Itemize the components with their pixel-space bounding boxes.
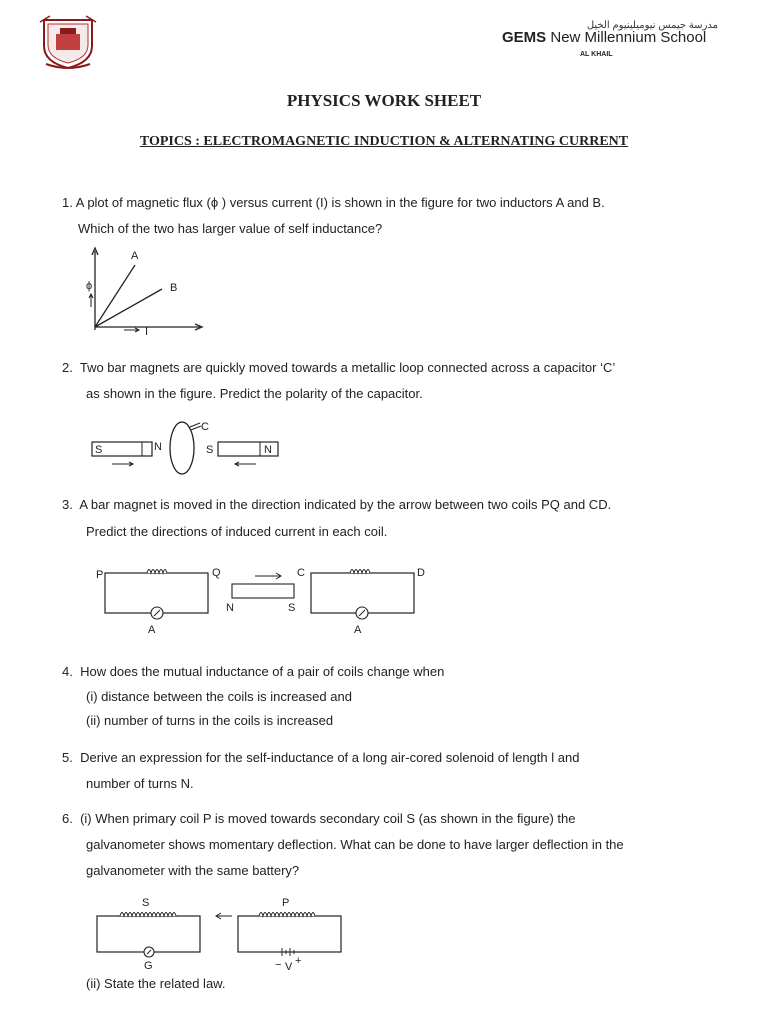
question-3-line-2: Predict the directions of induced current in each coil. xyxy=(86,524,388,539)
question-1-line-2: Which of the two has larger value of self inductance? xyxy=(78,221,383,236)
question-4-line-2: (i) distance between the coils is increased and xyxy=(86,689,352,704)
battery-plus: + xyxy=(295,955,302,967)
question-text-line: Two bar magnets are quickly moved towards a metallic loop connected across a capacitor ‘C’ xyxy=(79,360,616,375)
question-2-line-2: as shown in the figure. Predict the polarity of the capacitor. xyxy=(86,386,423,401)
question-6-part-ii: (ii) State the related law. xyxy=(86,976,226,991)
question-4 xyxy=(62,664,444,679)
question-6 xyxy=(62,811,575,826)
school-crest-logo xyxy=(36,12,100,72)
question-5 xyxy=(62,750,579,765)
page-title: PHYSICS WORK SHEET xyxy=(286,91,482,110)
y-axis-label: ϕ xyxy=(86,280,93,292)
battery-label: V xyxy=(285,961,293,972)
galvanometer-label: G xyxy=(144,960,153,972)
school-name-rest: New Millennium School xyxy=(550,29,707,46)
coils-pq-cd-figure xyxy=(92,560,442,647)
capacitor-label: C xyxy=(201,421,209,433)
left-magnet-s: S xyxy=(95,444,103,456)
ammeter-2-label: A xyxy=(354,624,362,636)
question-1 xyxy=(62,195,605,210)
question-number: 5. xyxy=(62,750,73,765)
bar-magnets-loop-figure xyxy=(90,418,290,483)
coil-d-label: D xyxy=(417,567,425,579)
coil-p-label: P xyxy=(96,569,104,581)
question-text-line: Derive an expression for the self-inductance of a long air-cored solenoid of length l and xyxy=(80,750,580,765)
line-a-label: A xyxy=(131,250,139,262)
battery-minus: − xyxy=(275,959,282,971)
flux-current-graph xyxy=(80,245,220,350)
question-number: 2. xyxy=(62,360,73,375)
question-2 xyxy=(62,360,615,375)
question-6-line-3: galvanometer with the same battery? xyxy=(86,863,300,878)
coil-q-label: Q xyxy=(212,567,221,579)
question-text-line: A bar magnet is moved in the direction indicated by the arrow between two coils PQ and CD. xyxy=(79,497,612,512)
question-number: 3. xyxy=(62,497,73,512)
magnet-s-label: S xyxy=(288,602,296,614)
coil-p-label: P xyxy=(282,897,290,909)
school-name-bold: GEMS xyxy=(502,29,547,46)
left-magnet-n: N xyxy=(154,441,162,453)
magnet-n-label: N xyxy=(226,602,234,614)
question-text-line: A plot of magnetic flux (ϕ ) versus current (I) is shown in the figure for two inductors A and B. xyxy=(75,195,605,210)
school-name-arabic: مدرسة جيمس نيوميلينيوم الخيل xyxy=(586,20,718,31)
line-b-label: B xyxy=(170,282,178,294)
question-5-line-2: number of turns N. xyxy=(86,776,194,791)
question-number: 1. xyxy=(62,195,73,210)
right-magnet-n: N xyxy=(264,444,272,456)
school-location: AL KHAIL xyxy=(580,51,613,58)
school-name xyxy=(502,29,706,46)
question-text-line: (i) When primary coil P is moved towards secondary coil S (as shown in the figure) the xyxy=(80,811,576,826)
question-3 xyxy=(62,497,611,512)
coil-c-label: C xyxy=(297,567,305,579)
primary-secondary-coil-figure xyxy=(92,894,352,977)
question-4-line-3: (ii) number of turns in the coils is increased xyxy=(86,713,334,728)
right-magnet-s: S xyxy=(206,444,214,456)
question-number: 6. xyxy=(62,811,73,826)
topics-heading: TOPICS : ELECTROMAGNETIC INDUCTION & ALTERNATING CURRENT xyxy=(139,134,629,149)
coil-s-label: S xyxy=(142,897,150,909)
question-6-line-2: galvanometer shows momentary deflection. What can be done to have larger deflection in the xyxy=(86,837,624,852)
question-text-line: How does the mutual inductance of a pair of coils change when xyxy=(80,664,445,679)
question-number: 4. xyxy=(62,664,73,679)
x-axis-label: I xyxy=(145,326,149,338)
ammeter-1-label: A xyxy=(148,624,156,636)
